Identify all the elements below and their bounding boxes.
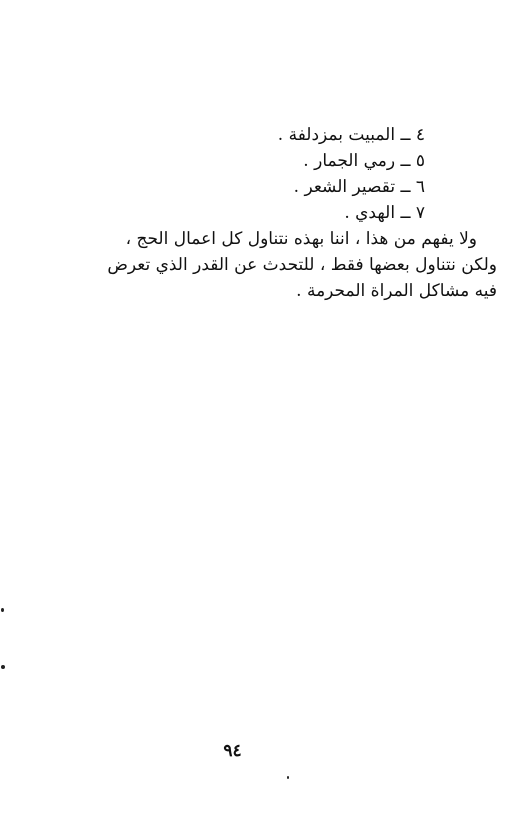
list-item: ٦ ــ تقصير الشعر . xyxy=(293,177,425,197)
scan-speck xyxy=(287,776,289,779)
paragraph-line: فيه مشاكل المراة المحرمة . xyxy=(296,281,497,301)
scan-speck xyxy=(1,665,5,669)
body-paragraph xyxy=(17,226,497,304)
list-item: ٤ ــ المبيت بمزدلفة . xyxy=(277,125,425,145)
paragraph-line: ولكن نتناول بعضها فقط ، للتحدث عن القدر الذي تعرض xyxy=(107,255,497,275)
scan-speck xyxy=(1,608,4,612)
list-item: ٧ ــ الهدي . xyxy=(344,203,425,223)
page-number: ٩٤ xyxy=(223,741,242,761)
list-item: ٥ ــ رمي الجمار . xyxy=(303,151,425,171)
paragraph-line: ولا يفهم من هذا ، اننا بهذه نتناول كل اعمال الحج ، xyxy=(125,229,477,249)
numbered-list xyxy=(125,122,425,226)
